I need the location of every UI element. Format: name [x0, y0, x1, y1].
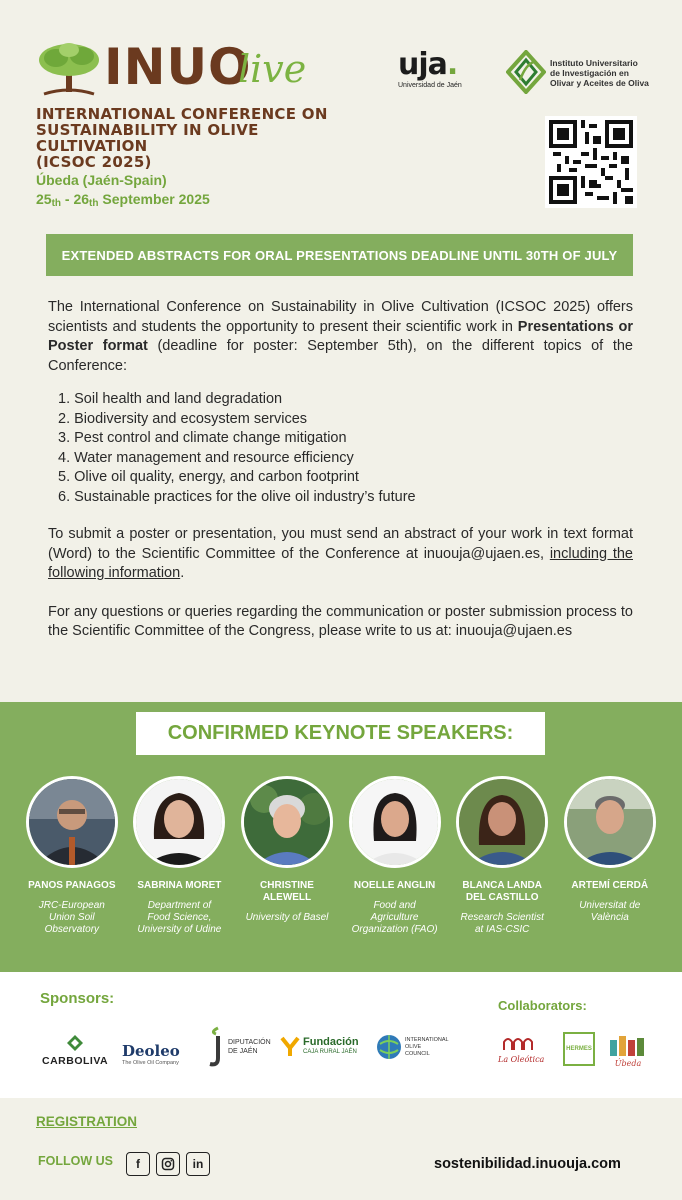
keynote-title: CONFIRMED KEYNOTE SPEAKERS:: [136, 712, 545, 755]
list-item: 1. Soil health and land degradation: [58, 391, 283, 407]
topics-list: [58, 390, 633, 507]
speaker-affiliation: Food and Agriculture Organization (FAO): [351, 900, 438, 935]
instagram-icon[interactable]: [156, 1152, 180, 1176]
inuolive-logo: INUO: [104, 38, 252, 96]
sponsors-heading: Sponsors:: [40, 990, 115, 1007]
speaker-name: CHRISTINE ALEWELL: [260, 880, 314, 903]
sponsors-section: [0, 972, 682, 1098]
conference-title: [36, 106, 336, 170]
speaker-name: NOELLE ANGLIN: [353, 880, 436, 891]
speaker-card: [556, 776, 664, 936]
speaker-affiliation: JRC-European Union Soil Observatory: [38, 900, 105, 935]
speaker-affiliation: Department of Food Science, University of Udine: [137, 900, 222, 935]
deoleo-logo[interactable]: Deoleo The Olive Oil Company: [122, 1042, 180, 1066]
list-item: 2. Biodiversity and ecosystem services: [58, 410, 308, 427]
qr-code[interactable]: [545, 116, 637, 208]
intro-paragraph: The International Conference on Sustainability in Olive Cultivation (ICSOC 2025) offers scientists and students the opportunity to present their scientific work in Presentations or Poster format (deadline for poster: September 5th), on the different topics of the Conference:: [48, 299, 633, 374]
speaker-photo: [349, 776, 441, 868]
location: Úbeda (Jaén-Spain): [36, 172, 167, 188]
speaker-name: PANOS PANAGOS: [28, 880, 116, 891]
qr-code-icon: [549, 120, 633, 204]
speaker-photo: [241, 776, 333, 868]
la-oleotica-logo[interactable]: La Oleótica: [498, 1034, 544, 1064]
uja-logo[interactable]: uja. Universidad de Jaén: [398, 47, 462, 89]
speaker-name: SABRINA MORET: [137, 880, 222, 891]
registration-link[interactable]: REGISTRATION: [36, 1114, 137, 1129]
institute-logo-icon: [506, 50, 546, 94]
speaker-card: [233, 776, 341, 936]
footer: [0, 1098, 682, 1200]
follow-us-label: FOLLOW US: [38, 1154, 113, 1168]
collaborators-heading: Collaborators:: [498, 998, 587, 1013]
international-olive-council-logo[interactable]: INTERNATIONAL OLIVE COUNCIL: [376, 1034, 449, 1060]
list-item: 4. Water management and resource efficiency: [58, 449, 354, 466]
deadline-banner: EXTENDED ABSTRACTS FOR ORAL PRESENTATIONS DEADLINE UNTIL 30TH OF JULY: [46, 234, 633, 276]
speaker-photo: [133, 776, 225, 868]
carboliva-logo[interactable]: CARBOLIVA: [42, 1034, 108, 1067]
hermes-logo[interactable]: HERMES: [563, 1032, 595, 1066]
fundacion-caja-rural-logo[interactable]: Fundación CAJA RURAL JAÉN: [280, 1036, 359, 1058]
speaker-affiliation: University of Basel: [245, 912, 329, 923]
ubeda-logo[interactable]: Úbeda: [608, 1034, 648, 1068]
description: [48, 298, 633, 642]
keynote-section: [0, 702, 682, 972]
speaker-affiliation: Research Scientist at IAS-CSIC: [460, 912, 544, 935]
globe-icon: [376, 1034, 402, 1060]
dates: $25_{th} - 26_{th}$ September 2025: [36, 191, 210, 209]
speaker-card: [448, 776, 556, 936]
carboliva-icon: [66, 1034, 84, 1052]
speaker-name: ARTEMÍ CERDÁ: [571, 880, 649, 891]
speaker-photo: [26, 776, 118, 868]
speaker-card: [341, 776, 449, 936]
olive-tree-icon: [36, 40, 102, 98]
speaker-card: [18, 776, 126, 936]
conference-title-line: SUSTAINABILITY IN OLIVE CULTIVATION: [36, 121, 259, 155]
speaker-photo: [456, 776, 548, 868]
header: [0, 0, 682, 230]
linkedin-icon[interactable]: in: [186, 1152, 210, 1176]
list-item: 5. Olive oil quality, energy, and carbon footprint: [58, 469, 359, 485]
fundacion-icon: [280, 1036, 300, 1058]
speaker-affiliation: Universitat de València: [579, 900, 641, 923]
questions-paragraph: For any questions or queries regarding the communication or poster submission process to the Scientific Committee of the Congress, please write to us at: inuouja@ujaen.es: [48, 603, 633, 639]
submit-paragraph: To submit a poster or presentation, you must send an abstract of your work in text format (Word) to the Scientific Committee of the Conference at inuouja@ujaen.es, including the following information.: [48, 526, 633, 581]
facebook-icon[interactable]: f: [126, 1152, 150, 1176]
ubeda-icon: [608, 1034, 648, 1056]
list-item: 6. Sustainable practices for the olive oil industry’s future: [58, 488, 416, 505]
list-item: 3. Pest control and climate change mitigation: [58, 430, 347, 446]
conference-title-line: (ICSOC 2025): [36, 153, 152, 171]
conference-title-line: INTERNATIONAL CONFERENCE ON: [36, 105, 328, 123]
institute-name: Instituto Universitario de Investigación en Olivar y Aceites de Oliva: [550, 58, 649, 88]
oleotica-icon: [500, 1034, 542, 1052]
speaker-card: [126, 776, 234, 936]
speaker-photo: [564, 776, 656, 868]
website-link[interactable]: sostenibilidad.inuouja.com: [434, 1156, 621, 1172]
speaker-name: BLANCA LANDA DEL CASTILLO: [462, 880, 542, 903]
diputacion-icon: [206, 1026, 226, 1068]
info-link[interactable]: including the following information: [48, 545, 633, 581]
speaker-list: [18, 776, 664, 936]
diputacion-logo[interactable]: DIPUTACIÓN DE JAÉN: [206, 1026, 271, 1068]
inuolive-logo-live: live: [238, 47, 307, 91]
